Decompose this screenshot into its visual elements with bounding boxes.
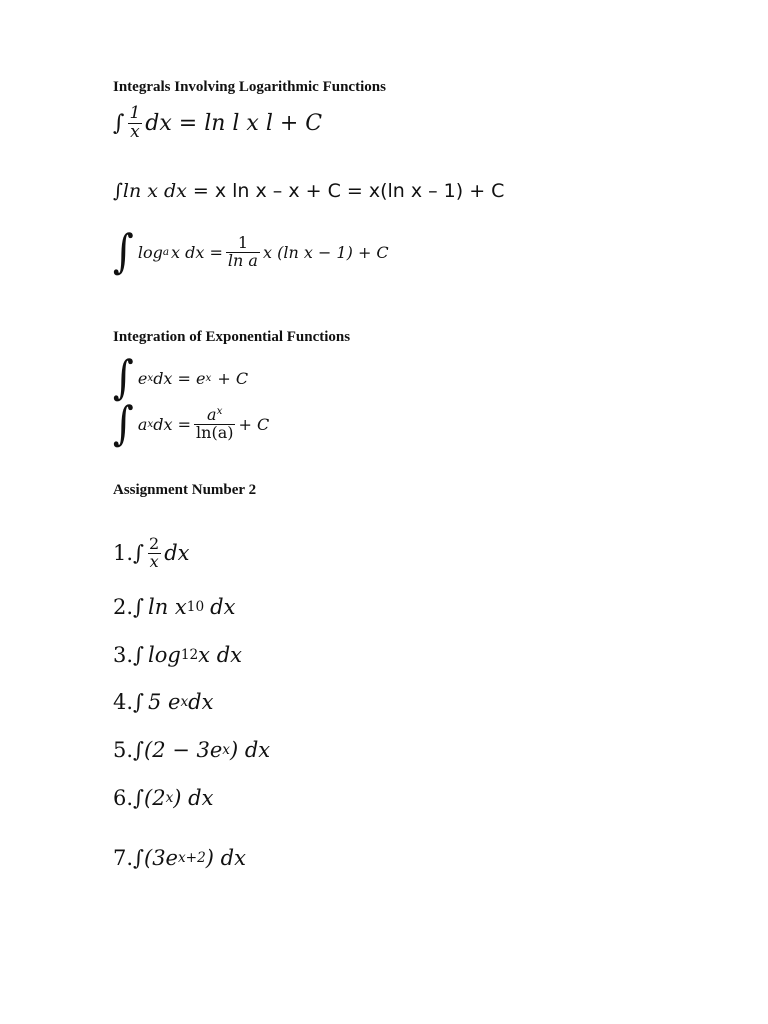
fraction-numerator: $a^x$ [207, 404, 223, 424]
log-section-heading: Integrals Involving Logarithmic Functions [113, 79, 386, 95]
fraction-numerator: 2 [149, 534, 160, 553]
base: e [137, 368, 148, 388]
fraction-numerator: 1 [237, 232, 249, 252]
item-number: 5. [113, 738, 134, 762]
fraction [226, 232, 260, 270]
fraction-numerator: 1 [129, 103, 141, 123]
assignment-item-5: 5. ∫ (2 − 3e x ) dx [113, 738, 271, 762]
item-rest: dx [210, 595, 236, 619]
fraction-denominator: ln a [227, 250, 258, 270]
item-number: 3. [113, 643, 134, 667]
assignment-item-3: 3. ∫ log 12 x dx [113, 643, 242, 667]
integral-sign: ∫ [133, 595, 144, 619]
integral-sign: ∫ [133, 643, 144, 667]
formula-rhs: + C [238, 414, 270, 434]
item-rest: dx [164, 541, 190, 566]
formula-rhs: x (ln x − 1) + C [262, 242, 389, 262]
integral-sign: ∫ [113, 397, 134, 451]
fraction-denominator: ln(a) [196, 422, 234, 442]
fraction-denominator: x [149, 551, 159, 571]
item-rest: x dx [198, 643, 242, 667]
fraction-denominator: x [130, 121, 140, 142]
item-number: 4. [113, 690, 134, 714]
formula-rhs: x ln x – x + C = x(ln x – 1) + C [214, 180, 505, 202]
item-expression: (2 [144, 786, 166, 810]
item-number: 6. [113, 786, 134, 810]
formula-rhs: dx = ln l x l + C [145, 110, 323, 136]
formula-mid: dx = [153, 414, 192, 434]
formula-rhs: + C [217, 368, 249, 388]
fraction [147, 536, 161, 571]
formula-integral-1-over-x [113, 105, 322, 142]
assignment-item-2: 2. ∫ ln x 10 dx [113, 595, 236, 619]
item-rest: ) dx [230, 738, 271, 762]
item-rest: ) dx [205, 846, 246, 870]
integral-sign: ∫ [113, 180, 123, 202]
item-expression: log [148, 643, 181, 667]
assignment-heading: Assignment Number 2 [113, 482, 257, 498]
item-expression: (2 − 3e [144, 738, 223, 762]
integral-sign: ∫ [133, 690, 144, 714]
log-text: log [137, 242, 163, 262]
item-expression: (3e [144, 846, 178, 870]
exp-section-heading: Integration of Exponential Functions [113, 329, 351, 345]
assignment-item-4: 4. ∫ 5 e x dx [113, 690, 214, 714]
item-number: 1. [113, 541, 134, 566]
formula-integral-ln-x [113, 180, 504, 202]
integral-sign: ∫ [133, 786, 144, 810]
base: a [137, 414, 148, 434]
formula-integral-a-x: ∫ a x dx = $\frac{a^x}{\ln(a)}$ + C [113, 397, 270, 451]
formula-lhs: x dx = [171, 242, 223, 262]
item-number: 7. [113, 846, 134, 870]
assignment-item-1 [113, 536, 189, 571]
integral-sign: ∫ [133, 541, 144, 566]
formula-mid: dx = e [153, 368, 206, 388]
item-number: 2. [113, 595, 134, 619]
assignment-item-6: 6. ∫ (2 x ) dx [113, 786, 214, 810]
integral-sign: ∫ [113, 351, 134, 405]
item-expression: 5 e [148, 690, 181, 714]
fraction [194, 404, 235, 442]
integral-sign: ∫ [113, 225, 134, 279]
integral-sign: ∫ [113, 110, 125, 136]
integral-sign: ∫ [133, 738, 144, 762]
item-rest: dx [188, 690, 214, 714]
item-rest: ) dx [173, 786, 214, 810]
item-expression: ln x [148, 595, 187, 619]
formula-lhs: ln x dx = [122, 180, 209, 202]
formula-integral-log-a-x: ∫ log a x dx = $\frac{1}{\text{ln a}}$ x (ln x − 1) + C [113, 225, 389, 279]
integral-sign: ∫ [133, 846, 144, 870]
assignment-item-7: 7. ∫ (3e x+2 ) dx [113, 846, 246, 870]
formula-integral-e-x: ∫ e x dx = e x + C [113, 351, 249, 405]
fraction [127, 105, 142, 142]
